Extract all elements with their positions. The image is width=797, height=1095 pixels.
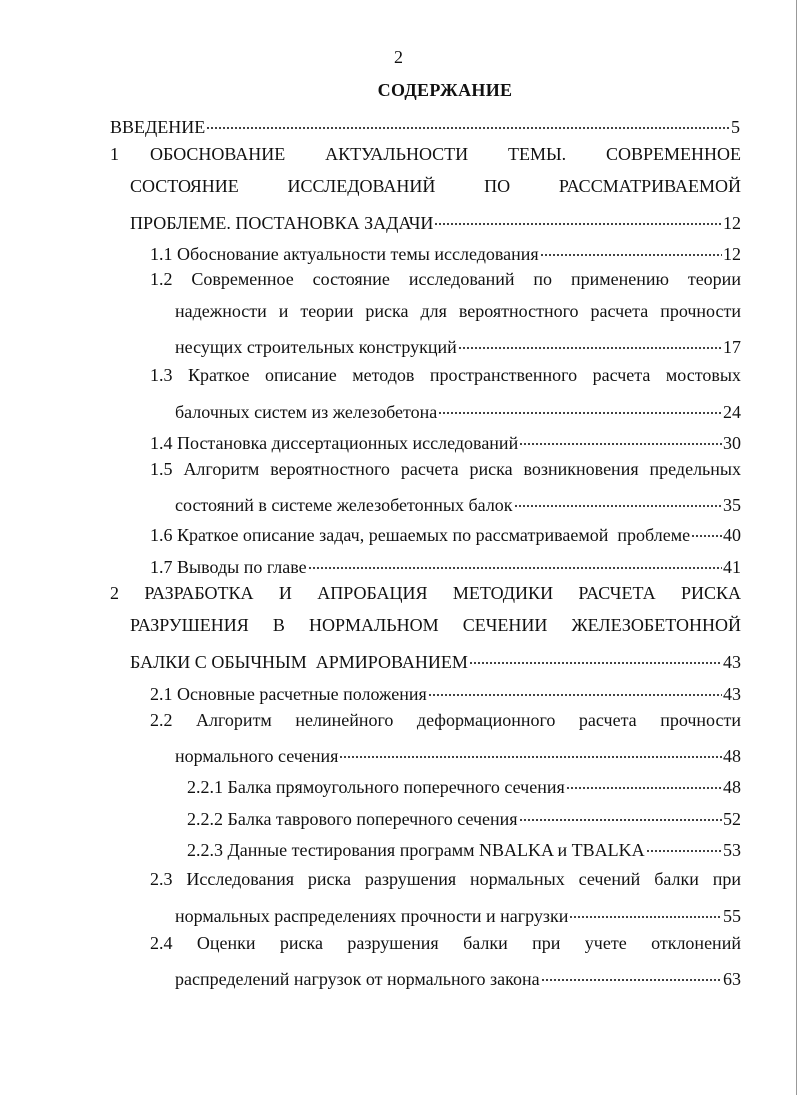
leader-dots — [541, 963, 722, 985]
word: СЕЧЕНИИ — [462, 615, 548, 635]
toc-entry-1-1[interactable] — [150, 238, 741, 265]
toc-entry-title: 2.2.1 Балка прямоугольного поперечного сечения — [187, 777, 565, 797]
toc-page-number: 35 — [723, 495, 741, 515]
toc-entry-title: состояний в системе железобетонных балок — [175, 495, 513, 515]
word: прочности — [660, 301, 741, 321]
word: методов — [352, 365, 415, 385]
toc-page-number: 17 — [723, 337, 741, 357]
toc-entry-line — [150, 932, 741, 954]
toc-page-number: 63 — [723, 969, 741, 989]
toc-entry-title: БАЛКИ С ОБЫЧНЫМ АРМИРОВАНИЕМ — [130, 652, 468, 672]
toc-entry-line — [130, 614, 741, 636]
word: сечений — [578, 869, 641, 889]
word: Исследования — [186, 869, 295, 889]
toc-entry-line — [130, 175, 741, 197]
toc-page-number: 43 — [723, 684, 741, 704]
word: Краткое — [188, 365, 250, 385]
toc-entry-2-2-2[interactable] — [187, 803, 741, 830]
toc-entry-last-line — [175, 396, 741, 423]
toc-entry-line — [150, 709, 741, 731]
word: СОСТОЯНИЕ — [130, 176, 239, 196]
word: 1.3 — [150, 365, 173, 385]
toc-entry-2-2-3[interactable] — [187, 834, 741, 861]
toc-entry-title: распределений нагрузок от нормального закона — [175, 969, 540, 989]
toc-entry-last-line — [175, 963, 741, 990]
toc-entry-2-1[interactable] — [150, 678, 741, 705]
word: ЖЕЛЕЗОБЕТОННОЙ — [571, 615, 741, 635]
word: Современное — [191, 269, 294, 289]
word: И — [278, 583, 292, 603]
word: 2.3 — [150, 869, 173, 889]
toc-entry-last-line — [130, 646, 741, 673]
word: учете — [584, 933, 627, 953]
word: и — [278, 301, 289, 321]
toc-entry-title: несущих строительных конструкций — [175, 337, 457, 357]
word: возникновения — [523, 459, 639, 479]
toc-entry-line — [150, 458, 741, 480]
leader-dots — [519, 427, 722, 449]
word: при — [712, 869, 741, 889]
word: разрушения — [347, 933, 439, 953]
word: РАЗРУШЕНИЯ — [130, 615, 249, 635]
word: расчета — [590, 301, 649, 321]
word: состояние — [312, 269, 390, 289]
word: 2.4 — [150, 933, 173, 953]
leader-dots — [519, 803, 722, 825]
word: разрушения — [364, 869, 457, 889]
word: 1.5 — [150, 459, 173, 479]
word: ОБОСНОВАНИЕ — [150, 144, 286, 164]
toc-entry-title: 1.4 Постановка диссертационных исследований — [150, 433, 519, 453]
leader-dots — [540, 238, 722, 260]
word: нормальных — [470, 869, 565, 889]
toc-entry-1-6[interactable] — [150, 519, 741, 546]
word: мостовых — [665, 365, 741, 385]
toc-entry-1-7[interactable] — [150, 551, 741, 578]
word: деформационного — [416, 710, 556, 730]
toc-page-number: 5 — [731, 117, 740, 137]
toc-entry-title: 1.6 Краткое описание задач, решаемых по рассматриваемой проблеме — [150, 525, 691, 545]
word: ТЕМЫ. — [507, 144, 567, 164]
word: отклонений — [651, 933, 741, 953]
toc-page-number: 30 — [723, 433, 741, 453]
toc-entry-last-line — [175, 489, 741, 516]
leader-dots — [691, 519, 722, 541]
word: нелинейного — [295, 710, 394, 730]
toc-page-number: 40 — [723, 525, 741, 545]
leader-dots — [458, 331, 722, 353]
leader-dots — [434, 207, 722, 229]
toc-page-number: 52 — [723, 809, 741, 829]
leader-dots — [514, 489, 722, 511]
toc-page-number: 41 — [723, 557, 741, 577]
toc-entry-last-line — [130, 207, 741, 234]
word: теории — [687, 269, 741, 289]
toc-entry-last-line — [175, 740, 741, 767]
word: пространственного — [429, 365, 578, 385]
toc-entry-title: ВВЕДЕНИЕ — [110, 117, 206, 137]
toc-page-number: 43 — [723, 652, 741, 672]
toc-entry-line — [175, 300, 741, 322]
toc-entry-title: 2.2.2 Балка таврового поперечного сечения — [187, 809, 518, 829]
toc-entry-intro[interactable] — [110, 111, 740, 138]
word: расчета — [578, 710, 637, 730]
leader-dots — [206, 111, 730, 133]
toc-entry-line — [150, 868, 741, 890]
toc-page-number: 12 — [723, 213, 741, 233]
word: при — [532, 933, 561, 953]
word: Алгоритм — [196, 710, 272, 730]
leader-dots — [569, 900, 722, 922]
word: СОВРЕМЕННОЕ — [605, 144, 741, 164]
word: ИССЛЕДОВАНИЙ — [287, 176, 436, 196]
leader-dots — [646, 834, 722, 856]
leader-dots — [308, 551, 722, 573]
toc-page-number: 12 — [723, 244, 741, 264]
leader-dots — [339, 740, 722, 762]
toc-entry-2-2-1[interactable] — [187, 771, 741, 798]
word: Оценки — [196, 933, 256, 953]
toc-entry-last-line — [175, 331, 741, 358]
word: балки — [463, 933, 508, 953]
chapter-number: 1 — [110, 144, 119, 164]
word: Алгоритм — [183, 459, 260, 479]
toc-page-number: 48 — [723, 746, 741, 766]
word: НОРМАЛЬНОМ — [309, 615, 439, 635]
word: вероятностного — [458, 301, 579, 321]
leader-dots — [428, 678, 722, 700]
leader-dots — [469, 646, 722, 668]
word: МЕТОДИКИ — [452, 583, 554, 603]
word: риска — [307, 869, 352, 889]
toc-page-number: 55 — [723, 906, 741, 926]
toc-entry-title: 1.7 Выводы по главе — [150, 557, 307, 577]
word: прочности — [660, 710, 741, 730]
word: риска — [469, 459, 513, 479]
word: предельных — [649, 459, 741, 479]
word: РАССМАТРИВАЕМОЙ — [558, 176, 741, 196]
word: применению — [570, 269, 669, 289]
word: по — [533, 269, 553, 289]
word: для — [420, 301, 447, 321]
word: 1.2 — [150, 269, 173, 289]
leader-dots — [438, 396, 722, 418]
page-number: 2 — [394, 47, 403, 67]
toc-entry-line — [150, 268, 741, 290]
toc-entry-1-4[interactable] — [150, 427, 741, 454]
word: исследований — [408, 269, 515, 289]
toc-entry-title: 1.1 Обоснование актуальности темы исследования — [150, 244, 539, 264]
toc-entry-line — [150, 364, 741, 386]
word: расчета — [400, 459, 459, 479]
word: надежности — [175, 301, 267, 321]
word: описание — [264, 365, 337, 385]
toc-page-number: 24 — [723, 402, 741, 422]
toc-entry-line — [150, 143, 741, 165]
chapter-number: 2 — [110, 583, 119, 603]
toc-page-number: 48 — [723, 777, 741, 797]
word: РАЗРАБОТКА — [144, 583, 254, 603]
word: теории — [300, 301, 354, 321]
word: РАСЧЕТА — [578, 583, 656, 603]
leader-dots — [566, 771, 722, 793]
word: РИСКА — [680, 583, 741, 603]
toc-entry-title: 2.1 Основные расчетные положения — [150, 684, 427, 704]
toc-entry-title: балочных систем из железобетона — [175, 402, 438, 422]
word: вероятностного — [270, 459, 390, 479]
word: риска — [279, 933, 324, 953]
word: В — [272, 615, 285, 635]
word: 2.2 — [150, 710, 173, 730]
toc-entry-title: нормальных распределениях прочности и нагрузки — [175, 906, 569, 926]
toc-page-number: 53 — [723, 840, 741, 860]
toc-entry-title: нормального сечения — [175, 746, 339, 766]
toc-entry-title: ПРОБЛЕМЕ. ПОСТАНОВКА ЗАДАЧИ — [130, 213, 434, 233]
word: риска — [365, 301, 409, 321]
word: АПРОБАЦИЯ — [317, 583, 428, 603]
toc-entry-last-line — [175, 900, 741, 927]
word: балки — [654, 869, 699, 889]
word: ПО — [484, 176, 511, 196]
word: АКТУАЛЬНОСТИ — [325, 144, 469, 164]
word: расчета — [592, 365, 651, 385]
toc-entry-line — [110, 582, 741, 604]
page-title: СОДЕРЖАНИЕ — [377, 80, 513, 100]
toc-entry-title: 2.2.3 Данные тестирования программ NBALKA и TBALKA — [187, 840, 645, 860]
